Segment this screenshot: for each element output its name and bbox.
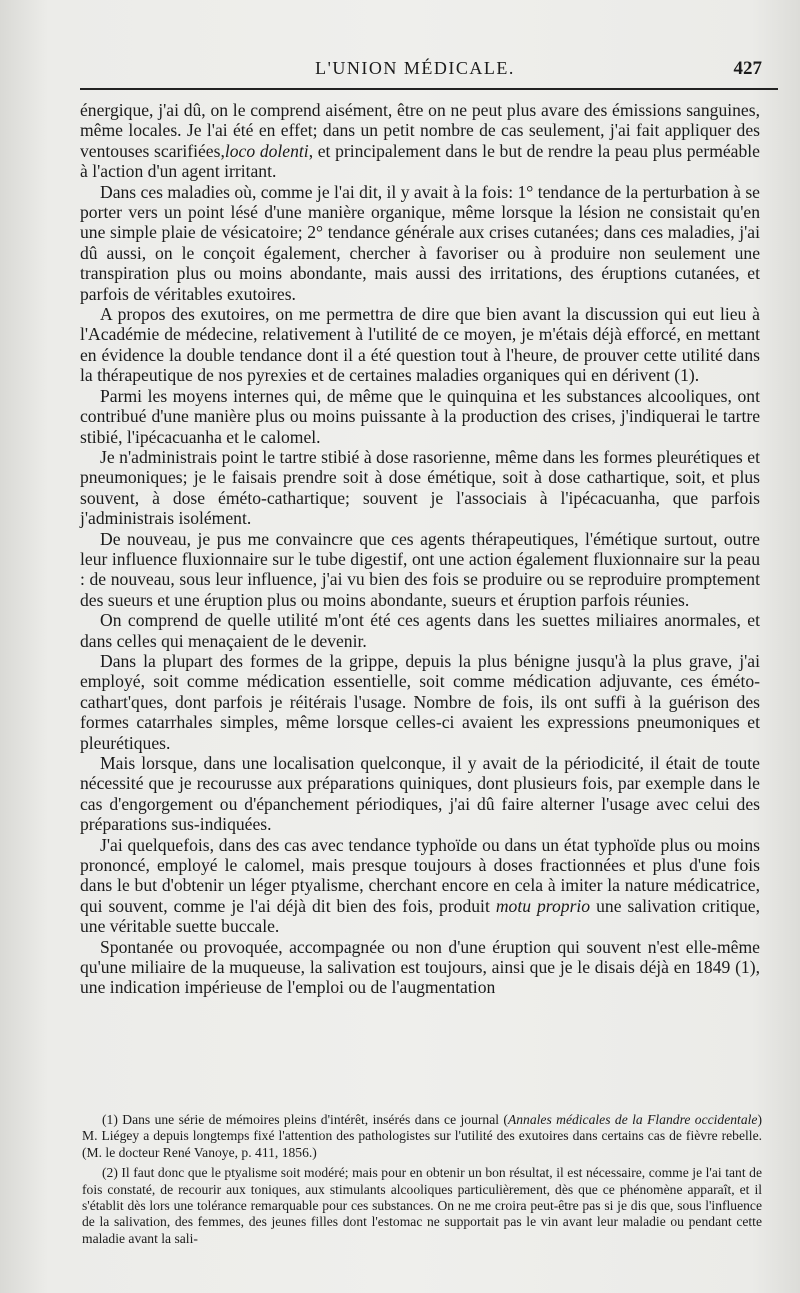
paragraph-2: Dans ces maladies où, comme je l'ai dit, il y avait à la fois: 1° tendance de la perturbation à se porter vers un point lésé d'une manière organique, même lorsque la lésion ne consistait qu'en une simple plaie de vésicatoire; 2° tendance générale aux crises cutanées; dans ces maladies, j'ai dû aussi, on le conçoit également, chercher à favoriser ou à produire non seulement une transpiration plus ou moins abondante, mais aussi des irritations, des éruptions cutanées, et parfois de véritables exutoires. — [80, 181, 760, 304]
paragraph-5: Je n'administrais point le tartre stibié à dose rasorienne, même dans les formes pleurétiques et pneumoniques; je le faisais prendre soit à dose émétique, soit à dose cathartique, soit, et plus souvent, à dose éméto-cathartique; souvent je l'associais à l'ipécacuanha, que parfois j'administrais isolément. — [80, 446, 760, 529]
paragraph-4: Parmi les moyens internes qui, de même que le quinquina et les substances alcooliques, ont contribué d'une manière plus ou moins puissante à la production des crises, j'indiquerai le tartre stibié, l'ipécacuanha et le calomel. — [80, 385, 760, 447]
paragraph-10 — [80, 835, 760, 937]
paragraph-1-italic: loco dolenti — [224, 140, 309, 161]
page-header — [60, 58, 770, 84]
running-title: L'UNION MÉDICALE. — [315, 58, 515, 78]
footnote-2: (2) Il faut donc que le ptyalisme soit modéré; mais pour en obtenir un bon résultat, il est nécessaire, comme je l'ai tant de fois constaté, de recourir aux toniques, aux stimulants alcooliques particulièrement, dès que ce phénomène apparaît, et il s'établit dès lors une tolérance remarquable pour ces substances. On ne me croira peut-être pas si je dis que, sous l'influence de la salivation, des femmes, des jeunes filles dont l'estomac ne supportait pas le vin avant leur maladie ou pendant cette maladie avant la sali- — [82, 1165, 762, 1246]
paragraph-1-text: énergique, j'ai dû, on le comprend aisément, être on ne peut plus avare des émissions sanguines, même locales. Je l'ai été en effet; dans un petit nombre de cas seulement, j'ai fait appliquer des ventouses scarifiées, — [80, 100, 760, 161]
paragraph-1-end: , et principalement dans le but de rendre la peau plus perméable à l'action d'un agent irritant. — [80, 140, 760, 182]
paragraph-10-italic: motu proprio — [495, 895, 591, 916]
paragraph-10-end: une salivation critique, une véritable suette buccale. — [80, 895, 760, 937]
paragraph-1 — [80, 100, 760, 182]
paragraph-6: De nouveau, je pus me convaincre que ces agents thérapeutiques, l'émétique surtout, outre leur influence fluxionnaire sur le tube digestif, ont une action également fluxionnaire sur la peau : de nouveau, sous leur influence, j'ai vu bien des fois se produire ou se reproduire promptement des sueurs et une éruption plus ou moins abondante, sueurs et éruption parfois réunies. — [80, 528, 760, 610]
paragraph-11: Spontanée ou provoquée, accompagnée ou non d'une éruption qui souvent n'est elle-même qu'une miliaire de la muqueuse, la salivation est toujours, ainsi que je le disais déjà en 1849 (1), une indication impérieuse de l'emploi ou de l'augmentation — [80, 936, 760, 998]
paragraph-3: A propos des exutoires, on me permettra de dire que bien avant la discussion qui eut lieu à l'Académie de médecine, relativement à l'utilité de ce moyen, je m'étais déjà efforcé, en mettant en évidence la double tendance dont il a été question tout à l'heure, de prouver cette utilité dans la thérapeutique de nos pyrexies et de certaines maladies organiques qui en dérivent (1). — [80, 304, 760, 386]
footnote-1-italic: Annales médicales de la Flandre occidentale — [507, 1112, 758, 1127]
paragraph-9: Mais lorsque, dans une localisation quelconque, il y avait de la périodicité, il était de toute nécessité que je recourusse aux préparations quiniques, dont plusieurs fois, par exemple dans le cas d'engorgement ou d'épanchement périodiques, j'ai dû faire alterner l'usage avec celui des préparations sus-indiquées. — [80, 753, 760, 835]
header-rule — [80, 88, 778, 90]
footnote-1-text: (1) Dans une série de mémoires pleins d'intérêt, insérés dans ce journal ( — [102, 1112, 508, 1127]
paragraph-7: On comprend de quelle utilité m'ont été ces agents dans les suettes miliaires anormales, et dans celles qui menaçaient de le devenir. — [80, 610, 760, 651]
body-text — [80, 100, 760, 998]
footnote-1-end: ) M. Liégey a depuis longtemps fixé l'attention des pathologistes sur l'utilité des exutoires dans certains cas de fièvre rebelle. (M. le docteur René Vanoye, p. 411, 1856.) — [82, 1112, 762, 1160]
page-number: 427 — [733, 58, 762, 79]
paragraph-8: Dans la plupart des formes de la grippe, depuis la plus bénigne jusqu'à la plus grave, j'ai employé, soit comme médication essentielle, soit comme médication adjuvante, ces éméto-cathart'ques, dont parfois je réitérais l'usage. Nombre de fois, ils ont suffi à la guérison des formes catarrhales simples, même lorsque celles-ci avaient les expressions pneumoniques et pleurétiques. — [80, 650, 760, 753]
footnote-1 — [82, 1112, 762, 1161]
footnotes — [82, 1112, 762, 1251]
paragraph-10-text: J'ai quelquefois, dans des cas avec tendance typhoïde ou dans un état typhoïde plus ou moins prononcé, employé le calomel, mais presque toujours à doses fractionnées et plus d'une fois dans le but d'obtenir un léger ptyalisme, cherchant encore en cela à imiter la nature médicatrice, qui souvent, comme je l'ai déjà dit bien des fois, produit — [80, 834, 760, 916]
